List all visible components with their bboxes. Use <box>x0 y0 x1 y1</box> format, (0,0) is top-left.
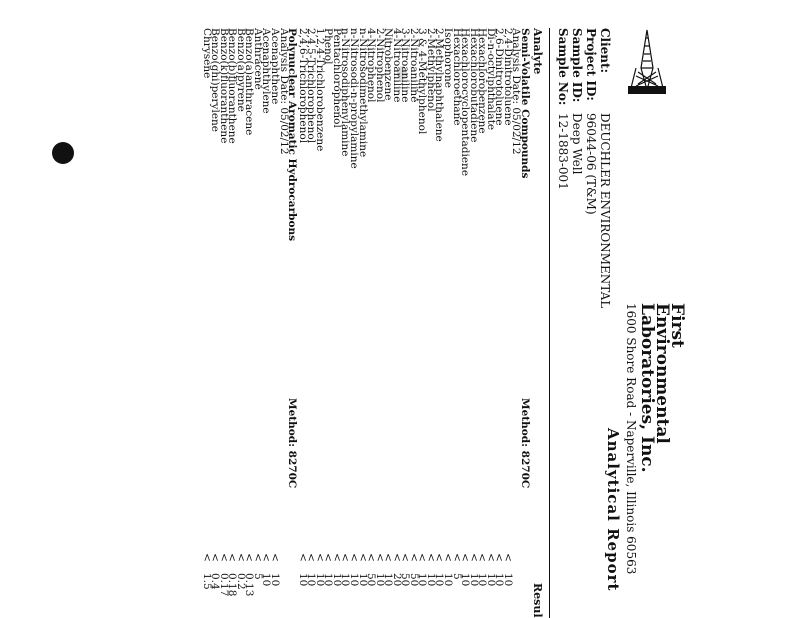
result-qualifier: < <box>416 553 429 562</box>
result-value: 10 <box>373 573 386 587</box>
result-value: 50 <box>399 573 412 587</box>
result-qualifier: < <box>348 553 360 562</box>
result-value: 10 <box>313 573 326 587</box>
result-qualifier: < <box>399 553 412 562</box>
result-qualifier: < <box>313 553 326 562</box>
analyte-name: Nitrobenzene <box>382 28 395 101</box>
client-value: DEUCHLER ENVIRONMENTAL <box>598 113 612 309</box>
result-qualifier: < <box>501 553 514 562</box>
analyte-name: Pentachlorophenol <box>330 28 343 128</box>
result-value: 5 <box>450 573 463 580</box>
result-qualifier: < <box>226 553 239 562</box>
section-method: Method: 8270C <box>519 398 531 489</box>
analysis-date: Analysis Date: 05/02/12 <box>510 28 523 155</box>
result-value: 10 <box>330 573 343 587</box>
result-qualifier: < <box>382 553 395 562</box>
analyte-name: Acenaphthylene <box>260 28 273 114</box>
analyte-name: 2-Nitrophenol <box>373 28 386 103</box>
result-value: 50 <box>407 573 420 587</box>
project-value: 96044-06 (T&M) <box>584 113 598 215</box>
result-value: 10 <box>269 573 282 587</box>
result-qualifier: < <box>390 553 403 562</box>
analyte-name: 4-Nitrophenol <box>365 28 378 103</box>
section-title: Polynuclear Aromatic Hydrocarbons <box>286 28 299 242</box>
result-qualifier: < <box>459 553 472 562</box>
analyte-name: Di-n-octylphthalate <box>484 28 497 131</box>
result-qualifier: < <box>296 553 309 562</box>
result-value: 10 <box>484 573 497 587</box>
analyte-name: Hexachloroethane <box>450 28 463 126</box>
analyte-name: 2,4,5-Trichlorophenol <box>305 28 318 144</box>
result-qualifier: < <box>243 553 256 562</box>
result-qualifier: < <box>305 553 318 562</box>
result-value: 10 <box>322 573 335 587</box>
analyte-name: Hexachlorocyclopentadiene <box>459 28 472 177</box>
tower-logo-icon <box>616 28 678 98</box>
result-qualifier: < <box>339 553 352 562</box>
result-value: 10 <box>260 573 273 587</box>
header-rule <box>549 28 550 618</box>
result-value: 10 <box>501 573 514 587</box>
result-qualifier: < <box>209 553 222 562</box>
analyte-name: n-Nitrosodi-n-propylamine <box>348 28 360 169</box>
result-value: 1.5 <box>200 573 213 590</box>
result-qualifier: < <box>424 553 437 562</box>
sample-no-label: Sample No: <box>556 28 570 106</box>
analyte-name: 4-Nitroaniline <box>390 28 403 103</box>
result-value: 10 <box>382 573 395 587</box>
analyte-name: 2,6-Dinitrotoluene <box>493 28 506 126</box>
result-qualifier: < <box>330 553 343 562</box>
result-value: 0.4 <box>209 573 222 590</box>
analyte-name: 2,4-Dinitrotoluene <box>501 28 514 126</box>
result-value: 5 <box>251 573 264 580</box>
sample-no-value: 12-1883-001 <box>556 113 570 190</box>
analyte-name: n-Nitrosodimethylamine <box>356 28 369 158</box>
rotated-page <box>90 28 690 618</box>
result-value: 50 <box>365 573 378 587</box>
analyte-name: Benzo(ghi)perylene <box>209 28 222 133</box>
result-value: 10 <box>442 573 455 587</box>
punch-hole <box>52 142 74 164</box>
section-title: Semi-Volatile Compounds <box>519 28 531 179</box>
result-value: 0.18 <box>226 573 239 597</box>
analyte-name: 2-Methylphenol <box>424 28 437 112</box>
lab-address: 1600 Shore Road - Naperville, Illinois 60563 <box>624 303 638 575</box>
result-value: 10 <box>416 573 429 587</box>
result-qualifier: < <box>493 553 506 562</box>
result-value: 10 <box>433 573 446 587</box>
report-title: Analytical Report <box>604 428 622 592</box>
analyte-name: n-Nitrosodiphenylamine <box>339 28 352 157</box>
analyte-name: Acenaphthene <box>269 28 282 105</box>
result-value: 0.17 <box>217 573 230 597</box>
analyte-name: 3 & 4-Methylphenol <box>416 28 429 135</box>
lab-name-line: First <box>667 303 687 348</box>
result-qualifier: < <box>433 553 446 562</box>
analyte-name: 2-Nitroaniline <box>407 28 420 103</box>
result-qualifier: < <box>200 553 213 562</box>
analyte-name: Benzo(k)fluoranthene <box>217 28 230 144</box>
analyte-name: 2,4,6-Trichlorophenol <box>296 28 309 144</box>
analysis-date: Analysis Date: 05/02/12 <box>277 28 290 155</box>
result-value: 10 <box>424 573 437 587</box>
result-value: 10 <box>467 573 480 587</box>
lab-name-line: Laboratories, Inc. <box>637 303 657 473</box>
client-label: Client: <box>598 28 612 73</box>
result-qualifier: < <box>260 553 273 562</box>
lab-name-line: Environmental <box>652 303 672 444</box>
analyte-name: Benzo(a)anthracene <box>243 28 256 136</box>
result-value: 0.2 <box>234 573 247 590</box>
result-qualifier: < <box>322 553 335 562</box>
result-value: 10 <box>459 573 472 587</box>
result-qualifier: < <box>442 553 455 562</box>
result-value: 10 <box>356 573 369 587</box>
result-value: 10 <box>296 573 309 587</box>
result-qualifier: < <box>251 553 264 562</box>
result-qualifier: < <box>450 553 463 562</box>
analyte-name: Isophorone <box>442 28 455 88</box>
result-qualifier: < <box>356 553 369 562</box>
result-qualifier: < <box>217 553 230 562</box>
result-column-header: Resul <box>531 583 544 618</box>
section-method: Method: 8270C <box>286 398 299 489</box>
analyte-name: Benzo(a)pyrene <box>234 28 247 112</box>
analyte-name: Anthracene <box>251 28 264 90</box>
result-qualifier: < <box>373 553 386 562</box>
analyte-name: Benzo(b)fluoranthene <box>226 28 239 144</box>
sample-id-label: Sample ID: <box>570 28 584 103</box>
result-value: 10 <box>339 573 352 587</box>
analyte-name: Hexachlorobenzene <box>476 28 489 134</box>
result-value: 10 <box>476 573 489 587</box>
analyte-name: 2-Methylnaphthalene <box>433 28 446 142</box>
result-value: 10 <box>348 573 360 587</box>
analyte-name: Phenol <box>322 28 335 65</box>
result-value: 10 <box>493 573 506 587</box>
result-value: 0.13 <box>243 573 256 597</box>
result-qualifier: < <box>467 553 480 562</box>
sample-id-value: Deep Well <box>570 113 584 175</box>
analyte-name: Hexachlorobutadiene <box>467 28 480 143</box>
lab-name <box>637 303 687 503</box>
analyte-name: Chrysene <box>200 28 213 79</box>
result-value: 10 <box>305 573 318 587</box>
result-qualifier: < <box>269 553 282 562</box>
result-qualifier: < <box>234 553 247 562</box>
result-qualifier: < <box>484 553 497 562</box>
result-qualifier: < <box>476 553 489 562</box>
project-label: Project ID: <box>584 28 598 101</box>
result-qualifier: < <box>365 553 378 562</box>
analyte-name: 3-Nitroaniline <box>399 28 412 103</box>
analyte-name: 1,2,4-Trichlorobenzene <box>313 28 326 152</box>
analyte-column-header: Analyte <box>531 28 544 75</box>
result-value: 20 <box>390 573 403 587</box>
result-qualifier: < <box>407 553 420 562</box>
